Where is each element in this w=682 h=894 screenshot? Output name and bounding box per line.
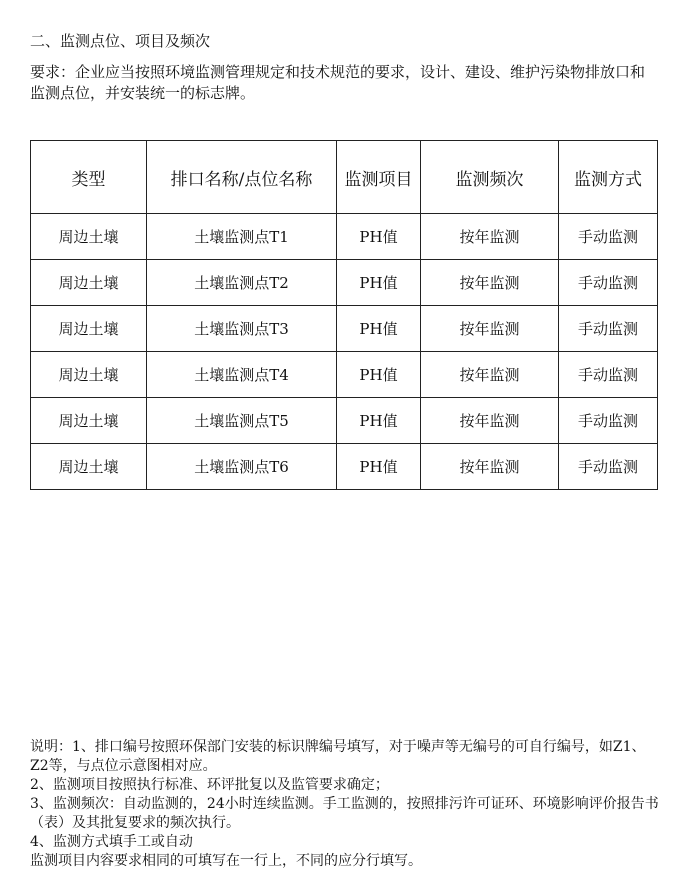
note-line: 说明：1、排口编号按照环保部门安装的标识牌编号填写，对于噪声等无编号的可自行编号，如Z1、Z2等，与点位示意图相对应。 xyxy=(30,739,646,774)
cell-monitor-item: PH值 xyxy=(337,214,421,260)
cell-outlet-name: 土壤监测点T3 xyxy=(147,306,337,352)
table-row xyxy=(31,260,658,306)
cell-outlet-name: 土壤监测点T1 xyxy=(147,214,337,260)
notes-section xyxy=(30,738,664,871)
cell-type: 周边土壤 xyxy=(31,352,147,398)
cell-monitor-frequency: 按年监测 xyxy=(421,352,559,398)
requirement-paragraph: 要求：企业应当按照环境监测管理规定和技术规范的要求，设计、建设、维护污染物排放口和监测点位，并安装统一的标志牌。 xyxy=(30,63,646,102)
cell-monitor-frequency: 按年监测 xyxy=(421,214,559,260)
table-row xyxy=(31,352,658,398)
header-monitor-item: 监测项目 xyxy=(337,141,421,214)
cell-monitor-method: 手动监测 xyxy=(559,214,658,260)
cell-monitor-item: PH值 xyxy=(337,306,421,352)
cell-monitor-method: 手动监测 xyxy=(559,352,658,398)
table-row xyxy=(31,444,658,490)
table-row xyxy=(31,398,658,444)
cell-monitor-frequency: 按年监测 xyxy=(421,260,559,306)
note-line: 2、监测项目按照执行标准、环评批复以及监管要求确定； xyxy=(30,777,389,793)
cell-type: 周边土壤 xyxy=(31,444,147,490)
cell-type: 周边土壤 xyxy=(31,260,147,306)
cell-monitor-frequency: 按年监测 xyxy=(421,306,559,352)
cell-monitor-method: 手动监测 xyxy=(559,260,658,306)
cell-outlet-name: 土壤监测点T4 xyxy=(147,352,337,398)
header-monitor-method: 监测方式 xyxy=(559,141,658,214)
table-header-row xyxy=(31,141,658,214)
cell-monitor-method: 手动监测 xyxy=(559,398,658,444)
cell-outlet-name: 土壤监测点T2 xyxy=(147,260,337,306)
header-monitor-frequency: 监测频次 xyxy=(421,141,559,214)
table-row xyxy=(31,214,658,260)
cell-outlet-name: 土壤监测点T5 xyxy=(147,398,337,444)
cell-monitor-item: PH值 xyxy=(337,260,421,306)
note-line: 监测项目内容要求相同的可填写在一行上，不同的应分行填写。 xyxy=(30,853,422,869)
cell-monitor-item: PH值 xyxy=(337,444,421,490)
monitoring-table xyxy=(30,140,658,490)
note-line: 4、监测方式填手工或自动 xyxy=(30,834,193,850)
cell-monitor-method: 手动监测 xyxy=(559,444,658,490)
header-type: 类型 xyxy=(31,141,147,214)
note-line: 3、监测频次：自动监测的，24小时连续监测。手工监测的，按照排污许可证环、环境影响评价报告书（表）及其批复要求的频次执行。 xyxy=(30,796,659,831)
table-row xyxy=(31,306,658,352)
cell-monitor-frequency: 按年监测 xyxy=(421,398,559,444)
section-heading: 二、监测点位、项目及频次 xyxy=(30,32,211,50)
cell-monitor-item: PH值 xyxy=(337,352,421,398)
header-outlet-name: 排口名称/点位名称 xyxy=(147,141,337,214)
cell-type: 周边土壤 xyxy=(31,398,147,444)
cell-monitor-method: 手动监测 xyxy=(559,306,658,352)
cell-type: 周边土壤 xyxy=(31,214,147,260)
cell-type: 周边土壤 xyxy=(31,306,147,352)
cell-outlet-name: 土壤监测点T6 xyxy=(147,444,337,490)
cell-monitor-frequency: 按年监测 xyxy=(421,444,559,490)
cell-monitor-item: PH值 xyxy=(337,398,421,444)
